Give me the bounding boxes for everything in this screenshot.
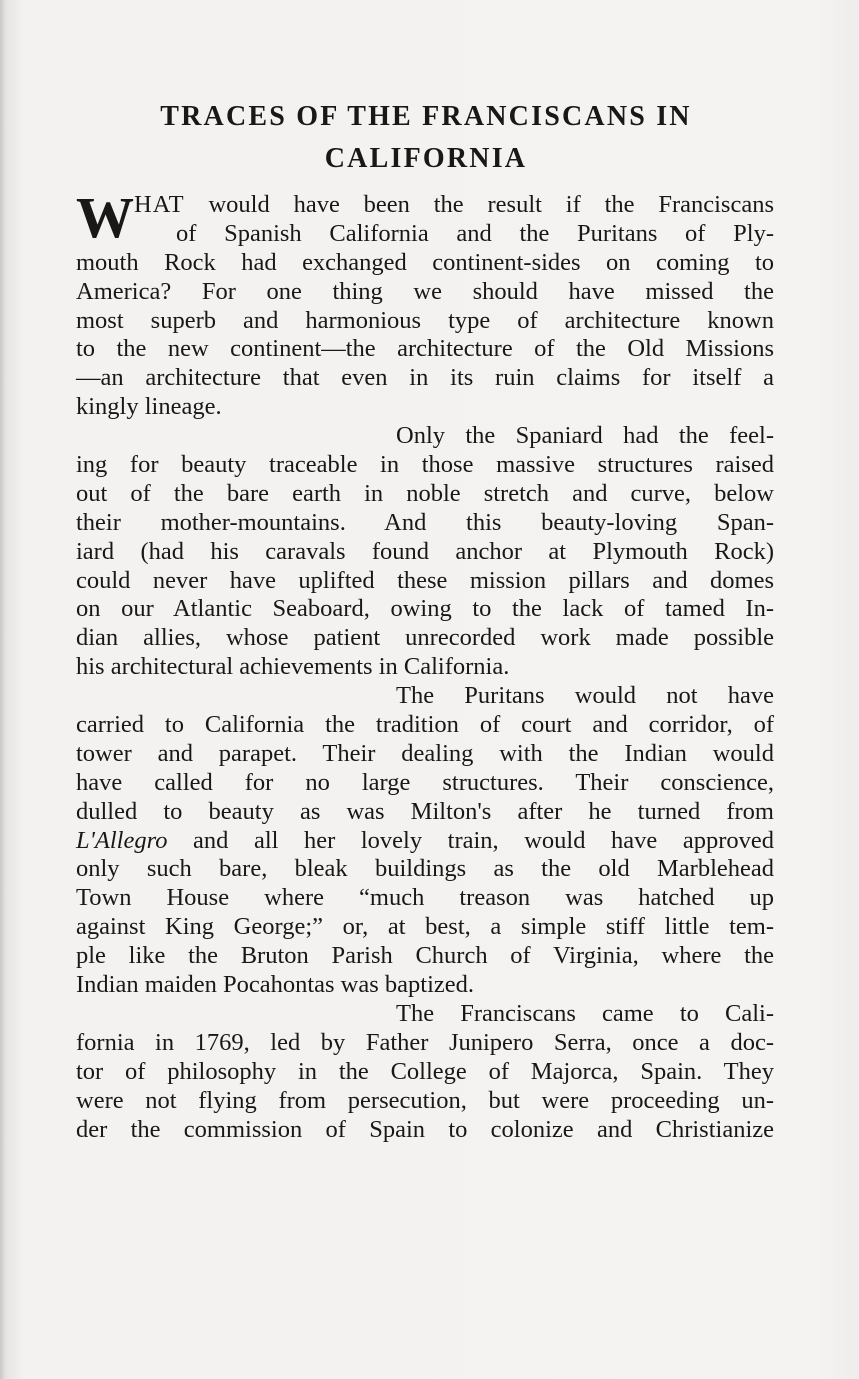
text-line: [76, 191, 774, 220]
paragraph-start-line: Only the Spaniard had the feel-: [396, 422, 774, 450]
text-line: —an architecture that even in its ruin claims for itself a: [76, 364, 774, 392]
opening-word: HAT: [134, 191, 185, 218]
text-line: his architectural achievements in California.: [76, 653, 510, 681]
text-line: have called for no large structures. Their conscience,: [76, 768, 774, 796]
text-line: out of the bare earth in noble stretch and curve, below: [76, 479, 774, 507]
chapter-title-line-2: CALIFORNIA: [324, 143, 528, 174]
text-line: carried to California the tradition of court and corridor, of: [76, 711, 774, 739]
text-line: der the commission of Spain to colonize and Christianize: [76, 1115, 774, 1143]
text-line: mouth Rock had exchanged continent-sides on coming to: [76, 248, 774, 276]
text-line: Indian maiden Pocahontas was baptized.: [76, 971, 475, 999]
text-line-content: would have been the result if the Franciscans: [208, 191, 774, 218]
text-line: dian allies, whose patient unrecorded work made possible: [76, 624, 774, 652]
chapter-title-line-1: TRACES OF THE FRANCISCANS IN: [160, 101, 692, 132]
text-line: dulled to beauty as was Milton's after he turned from: [76, 797, 774, 825]
text-line: Town House where “much treason was hatched up: [76, 884, 774, 912]
text-line: ple like the Bruton Parish Church of Virginia, where the: [76, 942, 774, 970]
italic-title: L'Allegro: [76, 826, 168, 854]
text-line: could never have uplifted these mission pillars and domes: [76, 566, 774, 594]
chapter-title: [76, 96, 776, 180]
text-line: [76, 827, 774, 856]
text-line: to the new continent—the architecture of the Old Missions: [76, 335, 774, 363]
paragraph-start-line: The Franciscans came to Cali-: [396, 999, 774, 1027]
text-line: fornia in 1769, led by Father Junipero Serra, once a doc-: [76, 1028, 774, 1056]
text-line: tower and parapet. Their dealing with the Indian would: [76, 739, 774, 767]
text-line: tor of philosophy in the College of Majorca, Spain. They: [76, 1057, 774, 1085]
text-line: their mother-mountains. And this beauty-loving Span-: [76, 508, 774, 536]
text-line: only such bare, bleak buildings as the old Marblehead: [76, 855, 774, 883]
text-line: ing for beauty traceable in those massive structures raised: [76, 451, 774, 479]
body-text: [76, 185, 775, 1144]
text-line: of Spanish California and the Puritans of Ply-: [176, 219, 774, 247]
text-line: against King George;” or, at best, a simple stiff little tem-: [76, 913, 774, 941]
paragraph-start-line: The Puritans would not have: [396, 682, 774, 710]
text-line: were not flying from persecution, but were proceeding un-: [76, 1086, 774, 1114]
text-line: most superb and harmonious type of architecture known: [76, 306, 774, 334]
text-line: on our Atlantic Seaboard, owing to the lack of tamed In-: [76, 595, 774, 623]
text-line: America? For one thing we should have missed the: [76, 277, 774, 305]
text-line: kingly lineage.: [76, 393, 222, 421]
text-line: iard (had his caravals found anchor at Plymouth Rock): [76, 537, 774, 565]
text-line-content: and all her lovely train, would have approved: [193, 826, 775, 854]
drop-cap: W: [76, 185, 132, 250]
